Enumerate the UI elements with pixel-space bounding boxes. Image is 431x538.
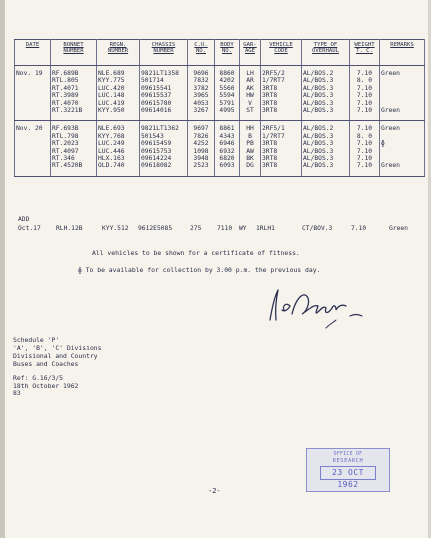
cell-date: Nov. 19	[15, 66, 51, 78]
cell-type-of-overhaul: AL/BOS.2	[302, 121, 350, 133]
addition-weight: 7.10	[351, 225, 367, 232]
cell-date	[15, 85, 51, 92]
schedule-title: Schedule 'P'	[13, 336, 60, 344]
cell-body-no: 5560	[215, 85, 240, 92]
cell-garage: V	[240, 100, 261, 107]
cell-remarks	[380, 155, 425, 162]
addition-overhaul: CT/BOV.3	[302, 225, 333, 232]
cell-type-of-overhaul: AL/BOS.3	[302, 148, 350, 155]
cell-body-no: 5791	[215, 100, 240, 107]
cell-cu-no: 9696	[188, 66, 215, 78]
cell-remarks: Green	[380, 162, 425, 176]
addition-chassis: 9612E5085	[138, 225, 173, 232]
schedule-date: 18th October 1962	[13, 381, 79, 390]
cell-chassis-number: 09615780	[140, 100, 188, 107]
header-body-no: BODY NO.	[215, 40, 240, 66]
cell-body-no: 8861	[215, 121, 240, 133]
header-regn-number: REGN. NUMBER	[97, 40, 140, 66]
cell-type-of-overhaul: AL/BOS.3	[302, 140, 350, 147]
table-row	[15, 100, 425, 107]
cell-vehicle-code: 1/7RT7	[261, 77, 302, 84]
header-remarks: REMARKS	[380, 40, 425, 66]
cell-type-of-overhaul: AL/BOS.3	[302, 85, 350, 92]
addition-remarks: Green	[389, 225, 408, 232]
cell-regn-number: KYY.950	[97, 107, 140, 121]
header-date: DATE	[15, 40, 51, 66]
certificate-note: All vehicles to be shown for a certificate of fitness.	[92, 249, 300, 257]
addition-date: Oct.17	[18, 225, 41, 232]
header-chassis-number: CHASSIS NUMBER	[140, 40, 188, 66]
header-garage: GAR-AGE	[240, 40, 261, 66]
cell-type-of-overhaul: AL/BOS.3	[302, 92, 350, 99]
table-row	[15, 133, 425, 140]
cell-body-no: 5594	[215, 92, 240, 99]
cell-bonnet-number: RT.3221B	[51, 107, 97, 121]
cell-body-no: 6946	[215, 140, 240, 147]
addition-vehicle-code: 1RLH1	[256, 225, 275, 232]
cell-vehicle-code: 3RT8	[261, 107, 302, 121]
addition-body: 7110	[217, 225, 233, 232]
cell-weight: 7.10	[350, 162, 380, 176]
cell-cu-no: 2523	[188, 162, 215, 176]
cell-type-of-overhaul: AL/BOS.3	[302, 107, 350, 121]
cell-bonnet-number: RT.4071	[51, 85, 97, 92]
cell-remarks	[380, 148, 425, 155]
cell-garage: LH	[240, 66, 261, 78]
cell-regn-number: LUC.420	[97, 85, 140, 92]
cell-regn-number: LUC.446	[97, 148, 140, 155]
cell-date	[15, 140, 51, 147]
addition-garage: WY	[239, 225, 247, 232]
cell-remarks	[380, 85, 425, 92]
cell-regn-number: HLX.163	[97, 155, 140, 162]
schedule-divisional-country: Divisional and Country	[13, 351, 98, 360]
table-row	[15, 140, 425, 147]
addition-label: ADD	[18, 216, 30, 223]
cell-cu-no: 3965	[188, 92, 215, 99]
table-row	[15, 85, 425, 92]
cell-regn-number: KYY.768	[97, 133, 140, 140]
cell-bonnet-number: RT.4097	[51, 148, 97, 155]
table-row	[15, 162, 425, 176]
page-number: -2-	[208, 487, 221, 495]
cell-cu-no: 9697	[188, 121, 215, 133]
cell-date	[15, 133, 51, 140]
stamp-line-1: OFFICE OF	[333, 452, 363, 457]
cell-garage: HH	[240, 121, 261, 133]
cell-type-of-overhaul: AL/BOS.3	[302, 100, 350, 107]
cell-vehicle-code: 2RF5/2	[261, 66, 302, 78]
cell-body-no: 6820	[215, 155, 240, 162]
cell-weight: 7.10	[350, 85, 380, 92]
cell-remarks: Green	[380, 66, 425, 78]
cell-cu-no: 3948	[188, 155, 215, 162]
cell-date	[15, 155, 51, 162]
cell-chassis-number: 9821LT1362	[140, 121, 188, 133]
cell-type-of-overhaul: AL/BOS.3	[302, 77, 350, 84]
cell-bonnet-number: RT.4520B	[51, 162, 97, 176]
cell-vehicle-code: 3RT8	[261, 92, 302, 99]
cell-remarks: Green	[380, 121, 425, 133]
cell-chassis-number: 09615537	[140, 92, 188, 99]
cell-date	[15, 92, 51, 99]
addition-cu: 275	[190, 225, 202, 232]
cell-remarks	[380, 92, 425, 99]
table-body	[15, 66, 425, 177]
cell-cu-no: 4053	[188, 100, 215, 107]
cell-garage: AR	[240, 77, 261, 84]
cell-body-no: 4202	[215, 77, 240, 84]
cell-regn-number: KYY.775	[97, 77, 140, 84]
cell-date: Nov. 20	[15, 121, 51, 133]
header-vehicle-code: VEHICLE CODE	[261, 40, 302, 66]
cell-bonnet-number: RT.4070	[51, 100, 97, 107]
cell-vehicle-code: 3RT8	[261, 100, 302, 107]
page-edge-shadow	[0, 0, 5, 538]
cell-garage: HW	[240, 92, 261, 99]
header-type-of-overhaul: TYPE OF OVERHAUL	[302, 40, 350, 66]
cell-bonnet-number: RTL.798	[51, 133, 97, 140]
cell-cu-no: 3782	[188, 85, 215, 92]
cell-type-of-overhaul: AL/BOS.2	[302, 66, 350, 78]
cell-body-no: 6093	[215, 162, 240, 176]
addition-row	[18, 225, 423, 234]
cell-regn-number: OLD.740	[97, 162, 140, 176]
cell-bonnet-number: RT.346	[51, 155, 97, 162]
cell-remarks	[380, 100, 425, 107]
cell-vehicle-code: 3RT8	[261, 148, 302, 155]
cell-weight: 7.10	[350, 66, 380, 78]
cell-body-no: 4995	[215, 107, 240, 121]
cell-garage: AK	[240, 85, 261, 92]
cell-date	[15, 148, 51, 155]
schedule-divisions: 'A', 'B', 'C' Divisions	[13, 343, 102, 352]
cell-vehicle-code: 3RT8	[261, 140, 302, 147]
schedule-ref: Ref: G.16/3/5	[13, 373, 64, 382]
cell-vehicle-code: 3RT8	[261, 155, 302, 162]
cell-weight: 7.10	[350, 92, 380, 99]
cell-regn-number: NLE.689	[97, 66, 140, 78]
cell-remarks	[380, 77, 425, 84]
schedule-buses-coaches: Buses and Coaches	[13, 359, 79, 368]
cell-chassis-number: 09618082	[140, 162, 188, 176]
cell-bonnet-number: RF.689B	[51, 66, 97, 78]
cell-type-of-overhaul: AL/BOS.3	[302, 133, 350, 140]
cell-bonnet-number: RF.693B	[51, 121, 97, 133]
cell-type-of-overhaul: AL/BOS.3	[302, 155, 350, 162]
addition-bonnet: RLH.12B	[56, 225, 83, 232]
cell-chassis-number: 09615541	[140, 85, 188, 92]
cell-regn-number: LUC.419	[97, 100, 140, 107]
cell-body-no: 8860	[215, 66, 240, 78]
cell-cu-no: 1098	[188, 148, 215, 155]
stamp-line-2: RESEARCH	[332, 458, 364, 464]
cell-date	[15, 77, 51, 84]
handwritten-signature	[262, 280, 372, 332]
cell-weight: 7.10	[350, 140, 380, 147]
table-row	[15, 155, 425, 162]
cell-garage: AW	[240, 148, 261, 155]
cell-chassis-number: 501543	[140, 133, 188, 140]
received-stamp	[306, 448, 390, 492]
table-row	[15, 148, 425, 155]
table-row	[15, 77, 425, 84]
cell-type-of-overhaul: AL/BOS.3	[302, 162, 350, 176]
cell-weight: 7.10	[350, 100, 380, 107]
cell-garage: PB	[240, 140, 261, 147]
cell-vehicle-code: 3RT8	[261, 162, 302, 176]
cell-chassis-number: 501714	[140, 77, 188, 84]
cell-weight: 8. 0	[350, 77, 380, 84]
cell-weight: 7.10	[350, 107, 380, 121]
collection-note: ɸ To be available for collection by 3.00 p.m. the previous day.	[78, 266, 321, 274]
cell-regn-number: LUC.148	[97, 92, 140, 99]
cell-weight: 8. 0	[350, 133, 380, 140]
cell-date	[15, 162, 51, 176]
cell-remarks: ɸ	[380, 140, 425, 147]
cell-garage: B	[240, 133, 261, 140]
schedule-block	[13, 337, 102, 398]
cell-vehicle-code: 2RF5/1	[261, 121, 302, 133]
cell-weight: 7.10	[350, 155, 380, 162]
table-row	[15, 66, 425, 78]
cell-remarks: Green	[380, 107, 425, 121]
cell-garage: DG	[240, 162, 261, 176]
cell-chassis-number: 09614224	[140, 155, 188, 162]
cell-cu-no: 3267	[188, 107, 215, 121]
cell-cu-no: 7832	[188, 77, 215, 84]
cell-remarks	[380, 133, 425, 140]
cell-garage: ST	[240, 107, 261, 121]
cell-chassis-number: 09615753	[140, 148, 188, 155]
cell-bonnet-number: RTL.805	[51, 77, 97, 84]
table-row	[15, 121, 425, 133]
cell-weight: 7.10	[350, 148, 380, 155]
header-bonnet-number: BONNET NUMBER	[51, 40, 97, 66]
schedule-code: 83	[13, 389, 21, 398]
cell-regn-number: NLE.693	[97, 121, 140, 133]
table-row	[15, 92, 425, 99]
cell-weight: 7.10	[350, 121, 380, 133]
header-cu-no: C.U. NO.	[188, 40, 215, 66]
cell-vehicle-code: 1/7RT7	[261, 133, 302, 140]
cell-regn-number: LUC.249	[97, 140, 140, 147]
cell-garage: BK	[240, 155, 261, 162]
cell-bonnet-number: RT.3989	[51, 92, 97, 99]
cell-body-no: 6932	[215, 148, 240, 155]
stamp-date: 23 OCT 1962	[320, 466, 376, 480]
cell-date	[15, 100, 51, 107]
cell-chassis-number: 9821LT1358	[140, 66, 188, 78]
addition-regn: KYY.512	[102, 225, 129, 232]
table-row	[15, 107, 425, 121]
table-header-row	[15, 40, 425, 66]
cell-bonnet-number: RT.2023	[51, 140, 97, 147]
cell-cu-no: 4252	[188, 140, 215, 147]
vehicle-register-table	[14, 39, 425, 177]
cell-cu-no: 7826	[188, 133, 215, 140]
cell-chassis-number: 09614016	[140, 107, 188, 121]
cell-date	[15, 107, 51, 121]
cell-body-no: 4343	[215, 133, 240, 140]
cell-chassis-number: 09615459	[140, 140, 188, 147]
header-weight: WEIGHT T. C.	[350, 40, 380, 66]
cell-vehicle-code: 3RT8	[261, 85, 302, 92]
